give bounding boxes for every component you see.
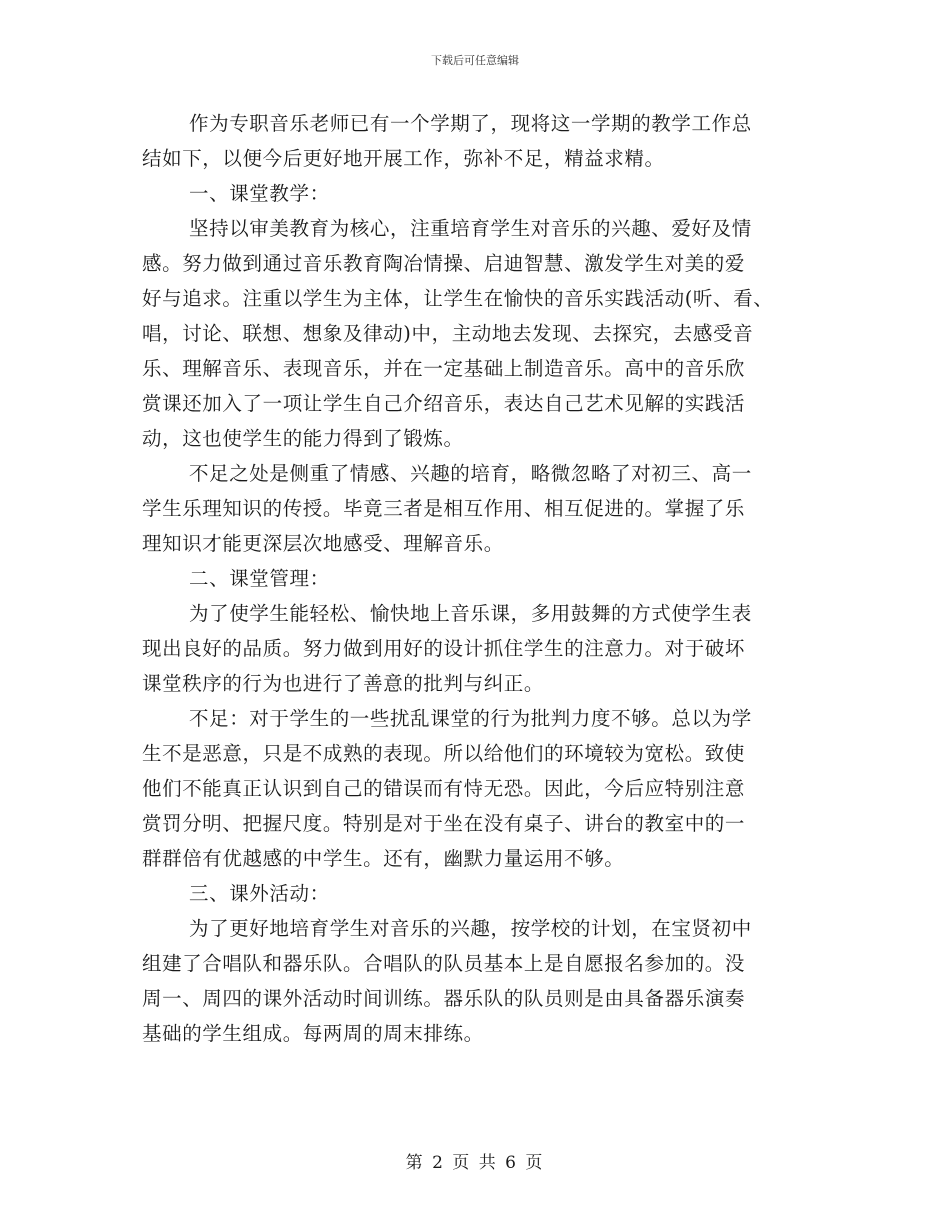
paragraph-line: 不足：对于学生的一些扰乱课堂的行为批判力度不够。总以为学 [189,707,752,730]
paragraph-line: 为了使学生能轻松、愉快地上音乐课，多用鼓舞的方式使学生表 [189,602,752,625]
paragraph-line: 感。努力做到通过音乐教育陶冶情操、启迪智慧、激发学生对美的爱 [142,252,746,275]
section-heading: 二、课堂管理： [189,567,330,590]
paragraph-line: 基础的学生组成。每两周的周末排练。 [142,1022,484,1045]
section-heading: 一、课堂教学： [189,182,330,205]
paragraph-line: 理知识才能更深层次地感受、理解音乐。 [142,532,504,555]
paragraph-line: 好与追求。注重以学生为主体，让学生在愉快的音乐实践活动(听、看、 [142,287,774,310]
document-body [142,106,822,1051]
paragraph-line: 组建了合唱队和器乐队。合唱队的队员基本上是自愿报名参加的。没 [142,952,746,975]
paragraph-line: 生不是恶意，只是不成熟的表现。所以给他们的环境较为宽松。致使 [142,742,746,765]
paragraph-line: 群群倍有优越感的中学生。还有，幽默力量运用不够。 [142,847,625,870]
page-header: 下载后可任意编辑 [431,54,519,67]
paragraph-line: 动，这也使学生的能力得到了锻炼。 [142,427,464,450]
paragraph-line: 他们不能真正认识到自己的错误而有恃无恐。因此，今后应特别注意 [142,777,746,800]
paragraph-line: 课堂秩序的行为也进行了善意的批判与纠正。 [142,672,545,695]
paragraph-line: 赏课还加入了一项让学生自己介绍音乐，表达自己艺术见解的实践活 [142,392,746,415]
paragraph-line: 结如下，以便今后更好地开展工作，弥补不足，精益求精。 [142,147,665,170]
paragraph-line: 为了更好地培育学生对音乐的兴趣，按学校的计划，在宝贤初中 [189,917,752,940]
paragraph-line: 现出良好的品质。努力做到用好的设计抓住学生的注意力。对于破坏 [142,637,746,660]
paragraph-line: 乐、理解音乐、表现音乐，并在一定基础上制造音乐。高中的音乐欣 [142,357,746,380]
section-heading: 三、课外活动： [189,882,330,905]
paragraph-line: 不足之处是侧重了情感、兴趣的培育，略微忽略了对初三、高一 [189,462,752,485]
paragraph-line: 赏罚分明、把握尺度。特别是对于坐在没有桌子、讲台的教室中的一 [142,812,746,835]
paragraph-line: 学生乐理知识的传授。毕竟三者是相互作用、相互促进的。掌握了乐 [142,497,746,520]
paragraph-line: 唱，讨论、联想、想象及律动)中，主动地去发现、去探究，去感受音 [142,322,754,345]
page-number: 第 2 页 共 6 页 [405,1153,545,1173]
paragraph-line: 周一、周四的课外活动时间训练。器乐队的队员则是由具备器乐演奏 [142,987,746,1010]
paragraph-line: 作为专职音乐老师已有一个学期了，现将这一学期的教学工作总 [189,112,752,135]
paragraph-line: 坚持以审美教育为核心，注重培育学生对音乐的兴趣、爱好及情 [189,217,752,240]
